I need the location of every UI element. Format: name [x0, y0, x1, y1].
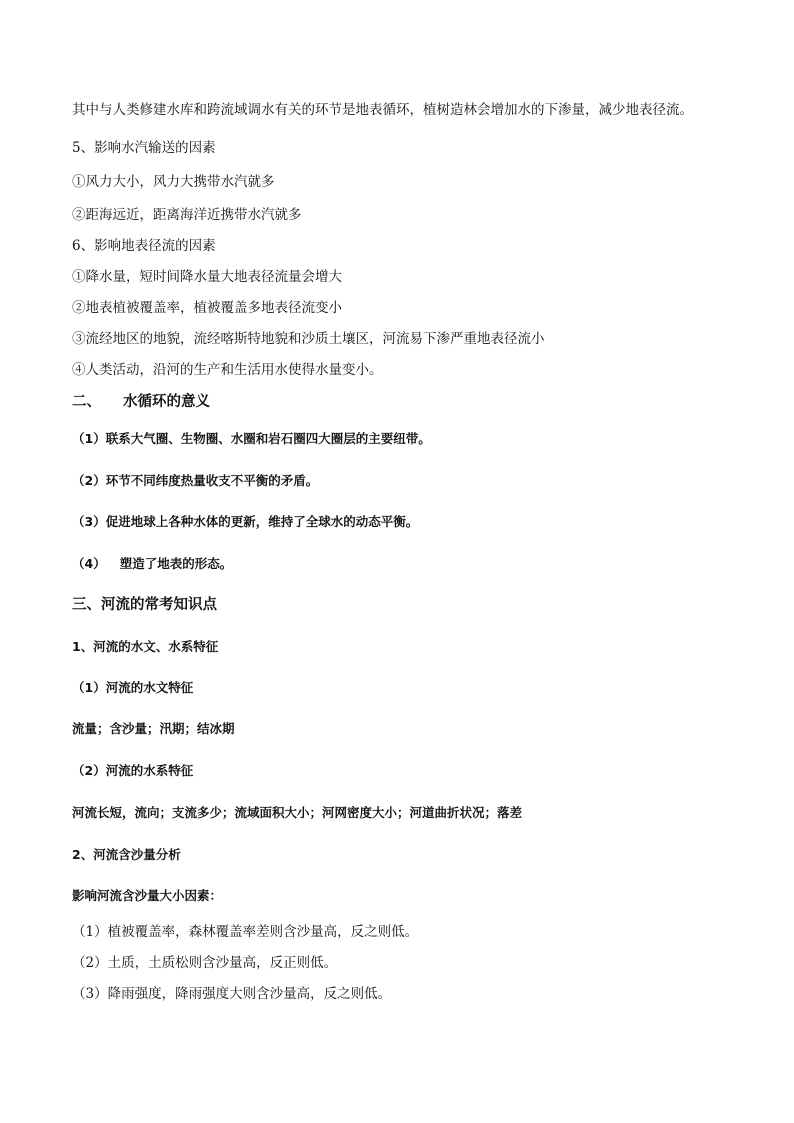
significance-item-4-text: 塑造了地表的形态。	[119, 556, 233, 571]
sediment-factor-1: （1）植被覆盖率，森林覆盖率差则含沙量高，反之则低。	[72, 924, 419, 940]
significance-item-3: （3）促进地球上各种水体的更新，维持了全球水的动态平衡。	[72, 514, 419, 529]
item-distance-sea: ②距海远近，距离海洋近携带水汽就多	[72, 207, 302, 223]
heading-vapor-transport-factors: 5、影响水汽输送的因素	[72, 140, 216, 156]
section-3-heading: 三、河流的常考知识点	[72, 597, 217, 613]
item-human-activity: ④人类活动，沿河的生产和生活用水使得水量变小。	[72, 362, 383, 378]
significance-item-4-number: （4）	[72, 556, 106, 571]
hydrology-features-text: 流量；含沙量；汛期；结冰期	[72, 721, 235, 736]
significance-item-4	[72, 554, 232, 574]
significance-item-2: （2）环节不同纬度热量收支不平衡的矛盾。	[72, 473, 319, 488]
item-precipitation: ①降水量，短时间降水量大地表径流量会增大	[72, 269, 342, 285]
sediment-factors-lead: 影响河流含沙量大小因素：	[72, 888, 223, 903]
section-2-number: 二、	[72, 394, 101, 410]
drainage-features-heading: （2）河流的水系特征	[72, 763, 194, 778]
item-vegetation: ②地表植被覆盖率，植被覆盖多地表径流变小	[72, 300, 342, 316]
sediment-analysis-heading: 2、河流含沙量分析	[72, 847, 181, 862]
heading-runoff-factors: 6、影响地表径流的因素	[72, 238, 216, 254]
sediment-factor-3: （3）降雨强度，降雨强度大则含沙量高，反之则低。	[72, 986, 392, 1002]
river-features-heading: 1、河流的水文、水系特征	[72, 639, 219, 654]
section-2-title: 水循环的意义	[123, 394, 210, 410]
sediment-factor-2: （2）土质，土质松则含沙量高，反正则低。	[72, 955, 338, 971]
item-landform: ③流经地区的地貌，流经喀斯特地貌和沙质土壤区，河流易下渗严重地表径流小	[72, 331, 545, 347]
drainage-features-text: 河流长短，流向；支流多少；流域面积大小；河网密度大小；河道曲折状况；落差	[72, 805, 523, 820]
section-2-heading	[72, 392, 210, 412]
hydrology-features-heading: （1）河流的水文特征	[72, 680, 194, 695]
item-wind: ①风力大小，风力大携带水汽就多	[72, 174, 275, 190]
para-human-water-cycle: 其中与人类修建水库和跨流域调水有关的环节是地表循环，植树造林会增加水的下渗量，减少地表径流。	[72, 102, 693, 118]
significance-item-1: （1）联系大气圈、生物圈、水圈和岩石圈四大圈层的主要纽带。	[72, 431, 431, 446]
